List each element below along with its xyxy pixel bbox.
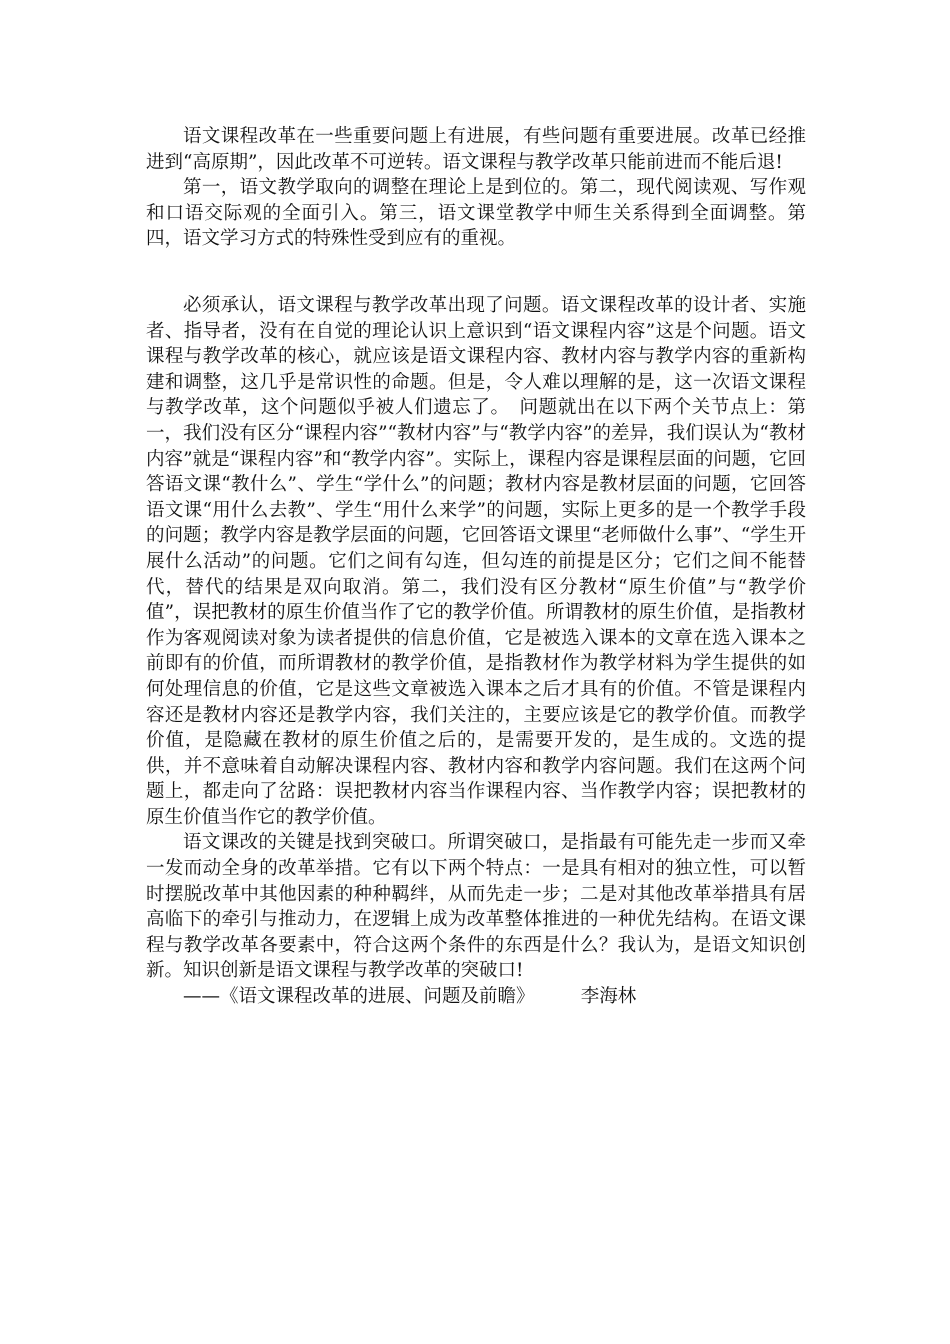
source-attribution: ——《语文课程改革的进展、问题及前瞻》 李海林 <box>183 986 637 1008</box>
section-progress <box>146 124 806 252</box>
paragraph-progress-points: 第一，语文教学取向的调整在理论上是到位的。第二，现代阅读观、写作观和口语交际观的全面引入。第三，语文课堂教学中师生关系得到全面调整。第四，语文学习方式的特殊性受到应有的重视。 <box>146 177 806 250</box>
paragraph-progress-summary: 语文课程改革在一些重要问题上有进展，有些问题有重要进展。改革已经推进到“高原期”，因此改革不可逆转。语文课程与教学改革只能前进而不能后退! <box>146 126 806 173</box>
paragraph-breakthrough: 语文课改的关键是找到突破口。所谓突破口，是指最有可能先走一步而又牵一发而动全身的改革举措。它有以下两个特点：一是具有相对的独立性，可以暂时摆脱改革中其他因素的种种羁绊，从而先走一步；二是对其他改革举措具有居高临下的牵引与推动力，在逻辑上成为改革整体推进的一种优先结构。在语文课程与教学改革各要素中，符合这两个条件的东西是什么？我认为，是语文知识创新。知识创新是语文课程与教学改革的突破口! <box>146 832 806 982</box>
section-problems <box>146 293 806 1010</box>
paragraph-problems: 必须承认，语文课程与教学改革出现了问题。语文课程改革的设计者、实施者、指导者，没有在自觉的理论认识上意识到“语文课程内容”这是个问题。语文课程与教学改革的核心，就应该是语文课程内容、教材内容与教学内容的重新构建和调整，这几乎是常识性的命题。但是，令人难以理解的是，这一次语文课程与教学改革，这个问题似乎被人们遗忘了。 问题就出在以下两个关节点上：第一，我们没有区分“课程内容”“教材内容”与“教学内容”的差异，我们误认为“教材内容”就是“课程内容”和“教学内容”。实际上，课程内容是课程层面的问题，它回答语文课“教什么”、学生“学什么”的问题；教材内容是教材层面的问题，它回答语文课“用什么去教”、学生“用什么来学”的问题，实际上更多的是一个教学手段的问题；教学内容是教学层面的问题，它回答语文课里“老师做什么事”、“学生开展什么活动”的问题。它们之间有勾连，但勾连的前提是区分；它们之间不能替代，替代的结果是双向取消。第二，我们没有区分教材“原生价值”与“教学价值”，误把教材的原生价值当作了它的教学价值。所谓教材的原生价值，是指教材作为客观阅读对象为读者提供的信息价值，它是被选入课本的文章在选入课本之前即有的价值，而所谓教材的教学价值，是指教材作为教学材料为学生提供的如何处理信息的价值，它是这些文章被选入课本之后才具有的价值。不管是课程内容还是教材内容还是教学内容，我们关注的，主要应该是它的教学价值。而教学价值，是隐藏在教材的原生价值之后的，是需要开发的，是生成的。文选的提供，并不意味着自动解决课程内容、教材内容和教学内容问题。我们在这两个问题上，都走向了岔路：误把教材内容当作课程内容、当作教学内容；误把教材的原生价值当作它的教学价值。 <box>146 295 806 828</box>
